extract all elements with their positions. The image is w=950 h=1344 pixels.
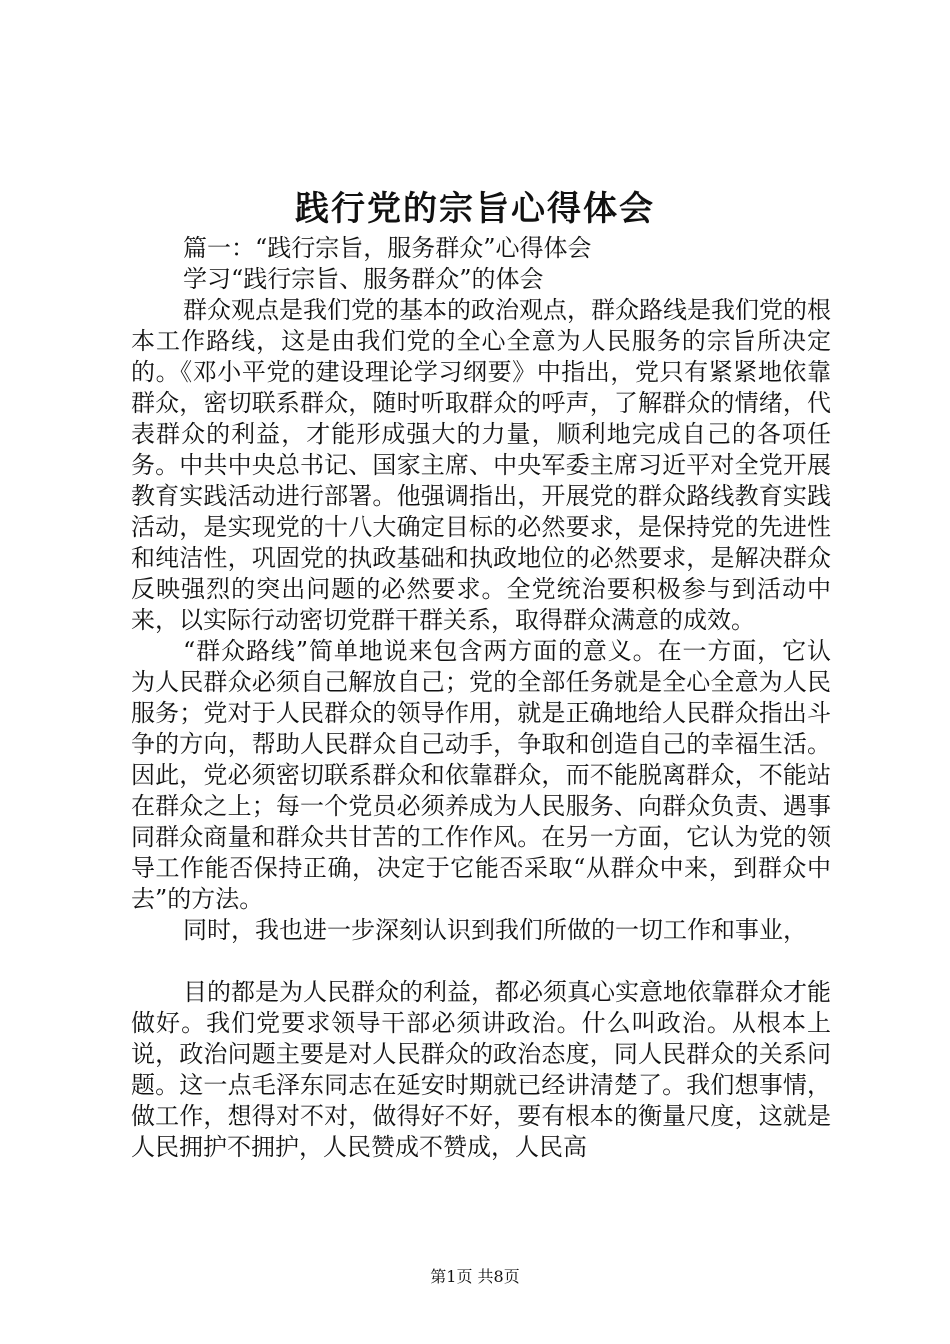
article-subheading: 学习“践行宗旨、服务群众”的体会: [183, 265, 544, 293]
body-paragraph: 同时，我也进一步深刻认识到我们所做的一切工作和事业，: [183, 916, 807, 944]
document-body: [131, 233, 831, 1163]
body-paragraph: “群众路线”简单地说来包含两方面的意义。在一方面，它认为人民群众必须自己解放自己；党的全部任务就是全心全意为人民服务；党对于人民群众的领导作用，就是正确地给人民群众指出斗争的方向，帮助人民群众自己动手，争取和创造自己的幸福生活。因此，党必须密切联系群众和依靠群众，而不能脱离群众，不能站在群众之上；每一个党员必须养成为人民服务、向群众负责、遇事同群众商量和群众共甘苦的工作作风。在另一方面，它认为党的领导工作能否保持正确，决定于它能否采取“从群众中来，到群众中去”的方法。: [131, 637, 831, 913]
body-paragraph: 群众观点是我们党的基本的政治观点，群众路线是我们党的根本工作路线，这是由我们党的全心全意为人民服务的宗旨所决定的。《邓小平党的建设理论学习纲要》中指出，党只有紧紧地依靠群众，密切联系群众，随时听取群众的呼声，了解群众的情绪，代表群众的利益，才能形成强大的力量，顺利地完成自己的各项任务。中共中央总书记、国家主席、中央军委主席习近平对全党开展教育实践活动进行部署。他强调指出，开展党的群众路线教育实践活动，是实现党的十八大确定目标的必然要求，是保持党的先进性和纯洁性，巩固党的执政基础和执政地位的必然要求，是解决群众反映强烈的突出问题的必然要求。全党统治要积极参与到活动中来，以实际行动密切党群干群关系，取得群众满意的成效。: [131, 296, 831, 634]
page-footer: 第1页 共8页: [430, 1267, 520, 1286]
document-title: 践行党的宗旨心得体会: [295, 189, 655, 229]
article-heading: 篇一：“践行宗旨，服务群众”心得体会: [183, 234, 592, 262]
body-paragraph: 目的都是为人民群众的利益，都必须真心实意地依靠群众才能做好。我们党要求领导干部必须讲政治。什么叫政治。从根本上说，政治问题主要是对人民群众的政治态度，同人民群众的关系问题。这一点毛泽东同志在延安时期就已经讲清楚了。我们想事情，做工作，想得对不对，做得好不好，要有根本的衡量尺度，这就是人民拥护不拥护，人民赞成不赞成，人民高: [131, 978, 831, 1161]
